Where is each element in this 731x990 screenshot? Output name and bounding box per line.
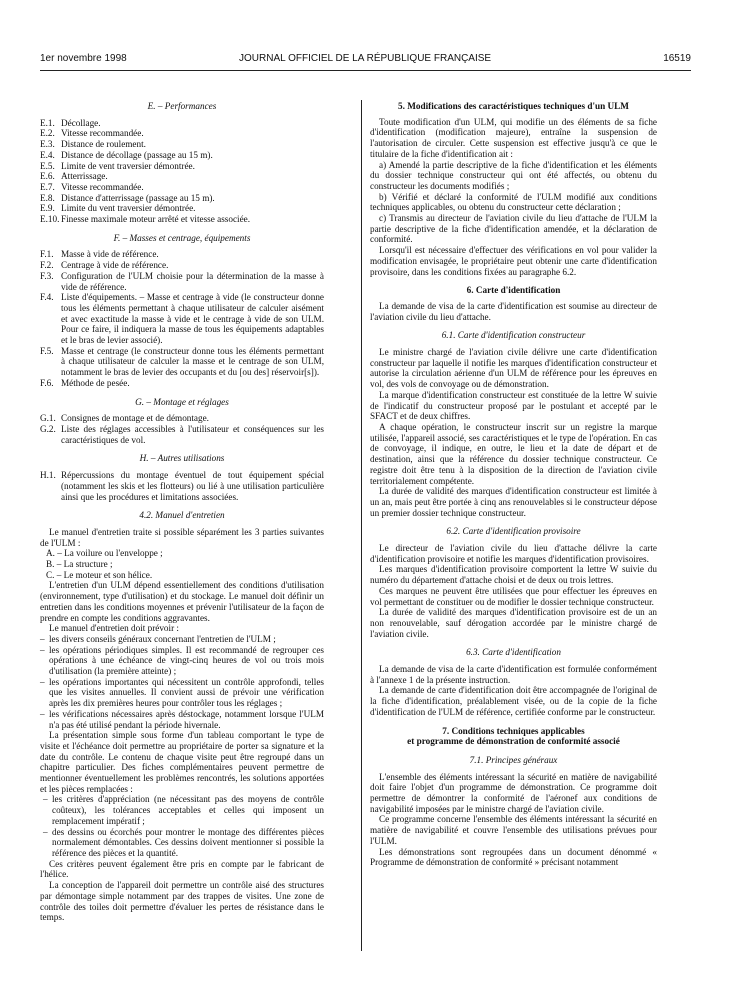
list-item: – des dessins ou écorchés pour montrer le montage des différentes pièces normalement démontables. Ces dessins doivent mentionner si possible la référence des pièces et la quantité. — [43, 826, 324, 858]
header-page-number: 16519 — [663, 53, 691, 64]
list-item — [40, 260, 324, 271]
paragraph-c: c) Transmis au directeur de l'aviation civile du lieu d'attache de l'ULM la partie descriptive de la fiche d'identification amendée, et la déclaration de conformité. — [370, 213, 657, 245]
list-item: – les divers conseils généraux concernant l'entretien de l'ULM ; — [40, 633, 276, 644]
list-item: C. – Le moteur et son hélice. — [46, 569, 153, 580]
paragraph-a: a) Amendé la partie descriptive de la fiche d'identification et les éléments du dossier technique constructeur qui ont été affectés, ou obtenu du constructeur les documents modifiés ; — [370, 159, 657, 191]
list-item: – les opérations importantes qui nécessitent un contrôle approfondi, telles que les visites annuelles. Il convient aussi de prévoir une vérification après les dix premières heures pour contrôler tous les réglages ; — [40, 676, 324, 709]
paragraph: Ces marques ne peuvent être utilisées que pour effectuer les épreuves en vol permettant de constituer ou de modifier le dossier technique constructeur. — [370, 585, 657, 607]
section-h-list — [40, 470, 324, 502]
section-7-subtitle: et programme de démonstration de conformité associé — [407, 736, 620, 747]
paragraph: Les marques d'identification provisoire comportent la lettre W suivie du numéro du département d'attache choisi et de deux ou trois lettres. — [370, 564, 657, 586]
item-number: E.8. — [40, 192, 55, 203]
paragraph: Le directeur de l'aviation civile du lieu d'attache délivre la carte d'identification provisoire et notifie les marques d'identification provisoires. — [370, 543, 657, 564]
right-column — [370, 101, 657, 868]
item-text: Liste d'équipements. – Masse et centrage à vide (le constructeur donne tous les éléments permettant à chaque utilisateur de calculer aisément et avec exactitude la masse à vide et le centrage à vide de son ULM. Pour ce faire, il indiquera la masse de tous les équipements adaptables et le bras de levier associé). — [61, 292, 324, 346]
item-text: Distance d'atterrissage (passage au 15 m). — [61, 192, 215, 203]
item-number: E.5. — [40, 160, 55, 171]
paragraph: La demande de carte d'identification doit être accompagnée de l'original de la fiche d'identification, préalablement visée, ou de la copie de la fiche d'identification de l'ULM de référence, certifiée conforme par le constructeur. — [370, 685, 657, 717]
section-6-2-title: 6.2. Carte d'identification provisoire — [446, 526, 581, 537]
item-text: Limite du vent traversier démontrée. — [61, 203, 196, 214]
item-text: Centrage à vide de référence. — [61, 260, 169, 271]
item-text: Distance de décollage (passage au 15 m). — [61, 149, 213, 160]
list-item — [40, 161, 324, 172]
item-number: E.7. — [40, 181, 55, 192]
section-e-title: E. – Performances — [147, 101, 217, 111]
paragraph: Ces critères peuvent également être pris en compte par le fabricant de l'hélice. — [40, 858, 324, 880]
section-5-title: 5. Modifications des caractéristiques techniques d'un ULM — [398, 101, 629, 111]
list-item: – les critères d'appréciation (ne nécessitant pas des moyens de contrôle coûteux), les tolérances acceptables et celles qui imposent un remplacement impératif ; — [43, 794, 324, 826]
list-item — [40, 346, 324, 378]
section-h-title: H. – Autres utilisations — [139, 453, 225, 464]
list-item — [40, 182, 324, 193]
paragraph: La demande de visa de la carte d'identification est soumise au directeur de l'aviation civile du lieu d'attache. — [370, 300, 657, 322]
item-text: Liste des réglages accessibles à l'utilisateur et conséquences sur les caractéristiques de vol. — [61, 423, 324, 445]
header-date: 1er novembre 1998 — [40, 53, 127, 64]
section-6-1-title: 6.1. Carte d'identification constructeur — [441, 330, 586, 341]
section-f-title: F. – Masses et centrage, équipements — [113, 232, 251, 243]
paragraph: L'ensemble des éléments intéressant la sécurité en matière de navigabilité doit faire l'objet d'un programme de démonstration. Ce programme doit permettre de démontrer la conformité de l'aéronef aux conditions de navigabilité imposées par le ministre chargé de l'aviation civile. — [370, 771, 657, 814]
paragraph: Ce programme concerne l'ensemble des éléments intéressant la sécurité en matière de navigabilité et couvre l'ensemble des utilisations prévues pour l'ULM. — [370, 814, 657, 846]
list-item: – les opérations périodiques simples. Il est recommandé de regrouper ces opérations à une échéance de vingt-cinq heures de vol ou trois mois d'utilisation (la première atteinte) ; — [40, 644, 324, 677]
header-title: JOURNAL OFFICIEL DE LA RÉPUBLIQUE FRANÇAISE — [239, 53, 492, 64]
section-e-list — [40, 118, 324, 225]
paragraph: La durée de validité des marques d'identification constructeur est limitée à un an, mais peut être portée à cinq ans renouvelables si le constructeur dépose un premier dossier technique constructeur. — [370, 486, 657, 518]
list-item — [40, 271, 324, 292]
item-number: F.1. — [40, 249, 54, 260]
list-item — [40, 214, 324, 225]
item-number: E.10. — [40, 214, 60, 225]
item-text: Répercussions du montage éventuel de tout équipement spécial (notamment les skis et les flotteurs) ou lié à une utilisation particulière ainsi que les procédures et limitations associées. — [61, 470, 324, 502]
paragraph: Le ministre chargé de l'aviation civile délivre une carte d'identification constructeur par laquelle il notifie les marques d'identification constructeur et autorise la circulation aérienne d'un ULM de référence pour les épreuves en vol, des vols de convoyage ou de démonstration. — [370, 347, 657, 390]
item-text: Distance de roulement. — [61, 139, 146, 150]
list-item — [40, 171, 324, 182]
abc-list — [40, 548, 324, 580]
item-number: F.4. — [40, 292, 54, 303]
list-item — [40, 203, 324, 214]
paragraph: La marque d'identification constructeur est constituée de la lettre W suivie de l'indicatif du constructeur proposé par le postulant et accepté par le SFACT et de deux chiffres. — [370, 389, 657, 422]
item-text: Masse à vide de référence. — [61, 249, 159, 260]
item-text: Vitesse recommandée. — [61, 181, 144, 192]
item-number: E.2. — [40, 128, 55, 139]
paragraph: La conception de l'appareil doit permettre un contrôle aisé des structures par démontage simple notamment par des trappes de visites. Une zone de contrôle des toiles doit permettre d'évaluer les pertes de résistance dans le temps. — [40, 880, 324, 923]
item-number: G.2. — [40, 423, 56, 434]
paragraph: Les démonstrations sont regroupées dans un document dénommé « Programme de démonstration de conformité » précisant notamment — [370, 846, 657, 868]
paragraph: Le manuel d'entretien doit prévoir : — [49, 623, 179, 634]
item-number: F.5. — [40, 345, 54, 356]
item-text: Décollage. — [61, 117, 101, 128]
item-number: F.2. — [40, 260, 54, 271]
paragraph: Lorsqu'il est nécessaire d'effectuer des vérifications en vol pour valider la modification envisagée, le propriétaire peut obtenir une carte d'identification provisoire, dans les conditions fixées au paragraphe 6.2. — [370, 245, 657, 277]
item-number: E.9. — [40, 203, 55, 214]
item-text: Masse et centrage (le constructeur donne tous les éléments permettant à chaque utilisateur de calculer la masse et le centrage de son ULM, notamment le bras de levier des occupants et du [ou des] réservoir[s]). — [61, 345, 324, 378]
section-6-title: 6. Carte d'identification — [466, 285, 561, 296]
list-item — [40, 413, 324, 424]
paragraph: Toute modification d'un ULM, qui modifie un des éléments de sa fiche d'identification (modification majeure), entraîne la suspension de l'autorisation de circuler. Cette suspension est effective jusqu'à ce que le titulaire de la fiche d'identification ait : — [370, 116, 657, 159]
list-item — [40, 193, 324, 204]
item-text: Méthode de pesée. — [61, 377, 130, 388]
item-text: Limite de vent traversier démontrée. — [61, 160, 195, 171]
list-item — [40, 378, 324, 389]
item-text: Consignes de montage et de démontage. — [61, 413, 209, 424]
paragraph: La demande de visa de la carte d'identification est formulée conformément à l'annexe 1 de la présente instruction. — [370, 664, 657, 685]
section-7-title: 7. Conditions techniques applicables — [442, 725, 585, 736]
paragraph: Le manuel d'entretien traite si possible séparément les 3 parties suivantes de l'ULM : — [40, 526, 324, 548]
section-6-3-title: 6.3. Carte d'identification — [466, 647, 561, 658]
section-f-list — [40, 249, 324, 388]
column-separator — [361, 100, 362, 951]
header-rule — [40, 70, 691, 71]
list-item — [40, 139, 324, 150]
section-g-list — [40, 413, 324, 445]
item-text: Finesse maximale moteur arrêté et vitesse associée. — [61, 214, 251, 225]
item-number: E.6. — [40, 171, 55, 182]
left-column — [40, 101, 324, 923]
item-number: F.3. — [40, 270, 54, 281]
section-g-title: G. – Montage et réglages — [135, 396, 229, 407]
page-header — [40, 54, 691, 68]
paragraph: La durée de validité des marques d'identification provisoire est de un an non renouvelable, sauf dérogation accordée par le ministre chargé de l'aviation civile. — [370, 607, 657, 639]
item-text: Vitesse recommandée. — [61, 128, 144, 139]
section-7-1-title: 7.1. Principes généraux — [469, 754, 558, 765]
section-4-2-title: 4.2. Manuel d'entretien — [139, 510, 225, 521]
list-item — [40, 150, 324, 161]
paragraph: A chaque opération, le constructeur inscrit sur un registre la marque utilisée, l'appareil associé, ses caractéristiques et le type de l'opération. En cas de convoyage, il indique, en outre, le lieu et la date de départ et de destination, ainsi que la référence du dossier technique constructeur. Ce registre doit être tenu à la disposition de la direction de l'aviation civile territorialement compétente. — [370, 421, 657, 486]
list-item: B. – La structure ; — [46, 559, 113, 570]
list-item — [40, 249, 324, 260]
list-item — [40, 118, 324, 129]
item-number: E.1. — [40, 117, 55, 128]
list-item — [40, 128, 324, 139]
item-number: H.1. — [40, 470, 56, 481]
item-text: Configuration de l'ULM choisie pour la détermination de la masse à vide de référence. — [61, 270, 324, 292]
list-item — [40, 292, 324, 346]
list-item: A. – La voilure ou l'enveloppe ; — [46, 548, 163, 559]
item-number: E.4. — [40, 149, 55, 160]
paragraph: La présentation simple sous forme d'un tableau comportant le type de visite et l'échéance doit permettre au propriétaire de porter sa signature et la date du contrôle. Le contenu de chaque visite peut être regroupé dans un chapitre particulier. Des fiches complémentaires peuvent permettre de mentionner éventuellement les problèmes rencontrés, les solutions apportées et les pièces remplacées : — [40, 730, 324, 794]
item-number: E.3. — [40, 139, 55, 150]
list-item — [40, 424, 324, 445]
item-number: G.1. — [40, 413, 56, 424]
item-number: F.6. — [40, 377, 54, 388]
list-item: – les vérifications nécessaires après déstockage, notamment lorsque l'ULM n'a pas été utilisé pendant la période hivernale. — [40, 708, 324, 730]
list-item — [40, 470, 324, 502]
item-text: Atterrissage. — [61, 171, 108, 182]
paragraph-b: b) Vérifié et déclaré la conformité de l'ULM modifié aux conditions techniques applicables, ou obtenu du constructeur cette déclaration ; — [370, 191, 657, 213]
paragraph: L'entretien d'un ULM dépend essentiellement des conditions d'utilisation (environnement, type d'utilisation) et du stockage. Le manuel doit définir un entretien dans les conditions moyennes et prévenir l'utilisateur de la façon de prendre en compte les conditions aggravantes. — [40, 580, 324, 623]
